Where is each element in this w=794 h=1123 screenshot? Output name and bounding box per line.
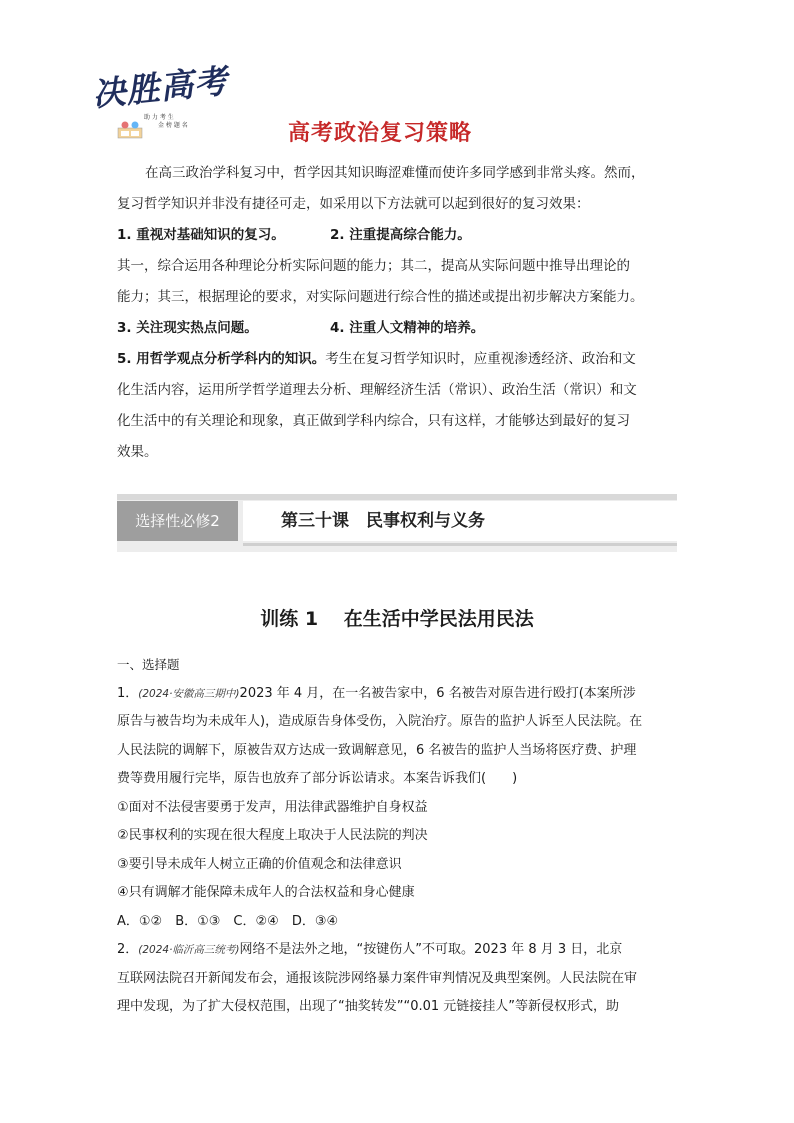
intro-line: 其一，综合运用各种理论分析实际问题的能力；其二，提高从实际问题中推导出理论的 [117, 258, 630, 274]
method-row [117, 220, 680, 251]
question-2-line [117, 936, 680, 965]
question-1-line [117, 680, 680, 709]
module-tag: 选择性必修2 [117, 501, 238, 541]
question-source: (2024·安徽高三期中) [138, 687, 240, 700]
intro-line: 效果。 [117, 444, 158, 460]
statement-3: ③要引导未成年人树立正确的价值观念和法律意识 [117, 856, 402, 872]
page-title: 高考政治复习策略 [288, 121, 473, 146]
question-text: 原告与被告均为未成年人)，造成原告身体受伤，入院治疗。原告的监护人诉至人民法院。在 [117, 714, 643, 729]
lesson-title-box [243, 501, 677, 541]
question-text: 网络不是法外之地，“按键伤人”不可取。2023 年 8 月 3 日，北京 [239, 942, 623, 957]
intro-line: 复习哲学知识并非没有捷径可走，如采用以下方法就可以起到很好的复习效果： [117, 196, 590, 212]
question-text: 理中发现，为了扩大侵权范围，出现了“抽奖转发”“0.01 元链接挂人”等新侵权形式，助 [117, 999, 620, 1014]
statement-4: ④只有调解才能保障未成年人的合法权益和身心健康 [117, 885, 415, 900]
intro-line: 化生活中的有关理论和现象，真正做到学科内综合，只有这样，才能够达到最好的复习 [117, 413, 630, 429]
method-3: 3. 关注现实热点问题。 [117, 320, 258, 336]
question-text: 互联网法院召开新闻发布会，通报该院涉网络暴力案件审判情况及典型案例。人民法院在审 [117, 970, 638, 986]
method-row [117, 313, 680, 344]
statement-1: ①面对不法侵害要勇于发声，用法律武器维护自身权益 [117, 799, 428, 815]
intro-line: 能力；其三，根据理论的要求，对实际问题进行综合性的描述或提出初步解决方案能力。 [117, 289, 644, 305]
logo [86, 60, 230, 144]
intro-line: 在高三政治学科复习中，哲学因其知识晦涩难懂而使许多同学感到非常头疼。然而， [145, 165, 645, 181]
lesson-title: 第三十课 民事权利与义务 [281, 511, 485, 531]
method-5: 5. 用哲学观点分析学科内的知识。 [117, 351, 326, 367]
banner-bottom-bar [243, 543, 677, 546]
intro-paragraph [117, 158, 680, 468]
section-heading: 一、选择题 [117, 657, 180, 672]
question-list [117, 651, 680, 1022]
question-text: 人民法院的调解下，原被告双方达成一致调解意见，6 名被告的监护人当场将医疗费、护理 [117, 742, 637, 758]
question-number: 2． [117, 942, 139, 957]
logo-slogan-right: 金 榜 题 名 [158, 122, 188, 129]
lesson-banner [117, 494, 677, 552]
students-illustration-icon [116, 120, 144, 140]
statement-2: ②民事权利的实现在很大程度上取决于人民法院的判决 [117, 828, 428, 843]
question-number: 1． [117, 685, 139, 701]
banner-top-bar [117, 494, 677, 500]
intro-line: 化生活内容，运用所学哲学道理去分析、理解经济生活（常识）、政治生活（常识）和文 [117, 382, 637, 398]
logo-text: 决胜高考 [90, 60, 230, 114]
question-source: (2024·临沂高三统考) [138, 944, 240, 956]
exercise-title: 训练 1 在生活中学民法用民法 [260, 608, 534, 630]
intro-line: 考生在复习哲学知识时，应重视渗透经济、政治和文 [325, 351, 636, 367]
logo-slogan-left: 助 力 考 生 [144, 114, 174, 121]
question-text: 2023 年 4 月，在一名被告家中，6 名被告对原告进行殴打(本案所涉 [239, 685, 636, 701]
method-2: 2. 注重提高综合能力。 [330, 227, 471, 243]
method-1: 1. 重视对基础知识的复习。 [117, 227, 285, 243]
answer-choices: A．①② B．①③ C．②④ D．③④ [117, 913, 339, 929]
method-4: 4. 注重人文精神的培养。 [330, 320, 485, 336]
method-5-row [117, 344, 680, 375]
question-text: 费等费用履行完毕，原告也放弃了部分诉讼请求。本案告诉我们( ) [117, 771, 518, 786]
